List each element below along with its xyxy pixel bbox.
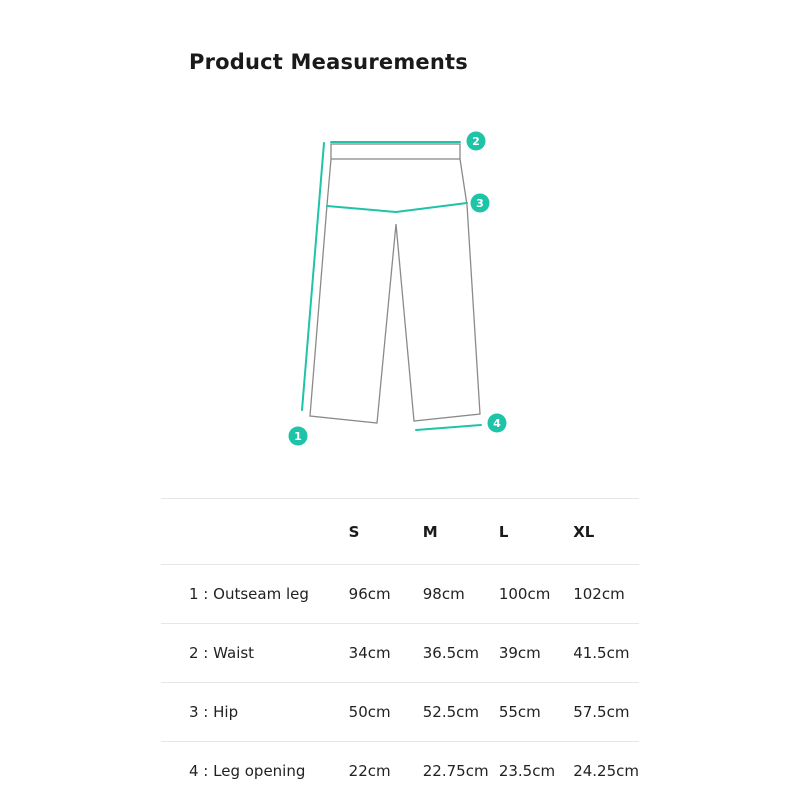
- table-cell: 36.5cm: [422, 644, 480, 662]
- table-row: [161, 742, 639, 801]
- header-cell-empty: [161, 499, 349, 565]
- marker-2: [467, 132, 486, 151]
- table-row: [161, 683, 639, 742]
- table-cell: 100cm: [498, 585, 551, 603]
- header-cell-xl: XL: [573, 522, 595, 541]
- svg-text:3: 3: [476, 197, 484, 210]
- header-cell-s: S: [348, 522, 360, 541]
- table-cell: 23.5cm: [498, 762, 556, 781]
- page-title: Product Measurements: [189, 50, 468, 74]
- table-cell: 102cm: [573, 585, 625, 603]
- header-cell-m: M: [422, 522, 438, 541]
- hip-line: [327, 203, 467, 212]
- table-row: [161, 624, 639, 683]
- table-cell: 55cm: [498, 703, 541, 721]
- row-label: 1 : Outseam leg: [189, 585, 309, 603]
- size-chart-table: [161, 498, 639, 801]
- table-cell: 24.25cm: [573, 762, 639, 781]
- row-label: 2 : Waist: [189, 644, 255, 662]
- svg-text:2: 2: [472, 135, 480, 148]
- svg-text:4: 4: [493, 417, 501, 430]
- row-label: 4 : Leg opening: [189, 762, 306, 781]
- table-cell: 41.5cm: [573, 644, 630, 662]
- table-cell: 57.5cm: [573, 703, 630, 721]
- table-header-row: [161, 499, 639, 565]
- table-cell: 96cm: [348, 585, 391, 603]
- table-cell: 34cm: [348, 644, 391, 662]
- marker-4: [488, 414, 507, 433]
- table-cell: 39cm: [498, 644, 541, 662]
- leg-opening-line: [416, 425, 481, 430]
- svg-text:1: 1: [294, 430, 302, 443]
- marker-3: [471, 194, 490, 213]
- table-row: [161, 565, 639, 624]
- table-cell: 22cm: [348, 762, 391, 781]
- table-cell: 98cm: [422, 585, 465, 603]
- marker-1: [289, 427, 308, 446]
- table-cell: 22.75cm: [422, 762, 489, 781]
- row-label: 3 : Hip: [189, 703, 239, 721]
- header-cell-l: L: [498, 522, 509, 541]
- table-cell: 52.5cm: [422, 703, 480, 721]
- table-cell: 50cm: [348, 703, 391, 721]
- pants-outline: [310, 144, 480, 423]
